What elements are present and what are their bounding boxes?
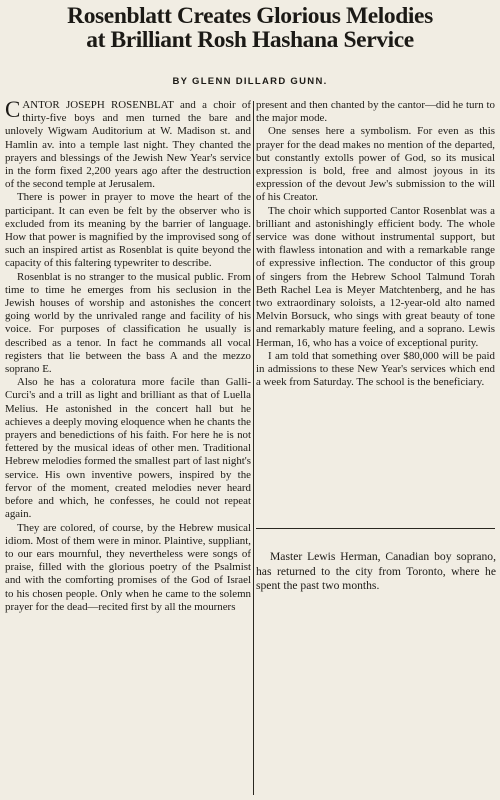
headline-line-1: Rosenblatt Creates Glorious Melodies: [67, 3, 433, 29]
article-paragraph: present and then chanted by the cantor—did he turn to the major mode.: [256, 99, 495, 125]
byline: BY GLENN DILLARD GUNN.: [172, 76, 328, 87]
news-brief: Master Lewis Herman, Canadian boy soprano, has returned to the city from Toronto, where he spent the past two months.: [256, 550, 496, 593]
article-column-right: [256, 99, 495, 491]
article-paragraph: The choir which supported Cantor Rosenblat was a brilliant and astonishingly efficient body. The whole service was done without instrumental support, but with flawless intonation and with a remarkable range of expressive inflection. The conductor of this group of singers from the Hebrew School Talmund Torah Beth Rachel Lea is Meyer Matchtenberg, and he has two extraordinary soloists, a 12-year-old alto named Melvin Borsuck, who sings with great beauty of tone and remarkably mature feeling, and a soprano. Lewis Herman, 16, who has a voice of exceptional purity.: [256, 204, 495, 349]
drop-cap: C: [5, 99, 21, 122]
article-paragraph: Rosenblat is no stranger to the musical public. From time to time he emerges from his seclusion in the Jewish houses of worship and astonishes the concert going world by the unrivaled range and facility of his voice. For purposes of classification he usually is described as a tenor. In fact he commands all vocal registers that lie between the bass A and the mezzo soprano E.: [5, 270, 251, 376]
article-headline: [6, 4, 494, 52]
article-paragraph: They are colored, of course, by the Hebrew musical idiom. Most of them were in minor. Plaintive, suppliant, to our ears mournful, they nevertheless were songs of praise, filled with the glorious poetry of the Psalmist and with the comforting promises of the God of Israel to his chosen people. Only when he came to the solemn prayer for the dead—recited first by all the mourners: [5, 521, 251, 613]
article-paragraph: Also he has a coloratura more facile than Galli-Curci's and a trill as light and brilliant as that of Luella Melius. He astonished in the concert hall but he achieves a deeply moving eloquence when he chants the prayers and benedictions of his faith. For here he is not fettered by the musical ideas of other men. Traditional Hebrew melodies formed the smallest part of last night's service. His own inventive powers, inspired by the fervor of the moment, created melodies never heard before and which, he confesses, he could not repeat again.: [5, 376, 251, 521]
headline-line-2: at Brilliant Rosh Hashana Service: [86, 27, 414, 53]
article-paragraph: I am told that something over $80,000 will be paid in admissions to these New Year's services which end a week from Saturday. The school is the beneficiary.: [256, 349, 495, 389]
article-column-left: [5, 99, 251, 795]
column-divider: [253, 101, 254, 795]
article-paragraph: CANTOR JOSEPH ROSENBLAT and a choir of thirty-five boys and men turned the bare and unlovely Wigwam Auditorium at W. Madison st. and Hamlin av. into a temple last night. They chanted the prayers and blessings of the Jewish New Year's service in the form fixed 2,200 years ago after the destruction of the second temple at Jerusalem.: [5, 99, 251, 191]
article-paragraph: One senses here a symbolism. For even as this prayer for the dead makes no mention of the departed, but constantly extolls power of God, so its musical expression is bold, free and almost joyous in its expression of the devout Jew's submission to the will of his Creator.: [256, 125, 495, 204]
section-rule: [256, 528, 495, 529]
article-paragraph: There is power in prayer to move the heart of the participant. It can even be felt by the observer who is excluded from its meaning by the barrier of language. How that power is magnified by the improvised song of such an inspired artist as Rosenblat is quite beyond the capacity of this faltering typewriter to describe.: [5, 191, 251, 270]
